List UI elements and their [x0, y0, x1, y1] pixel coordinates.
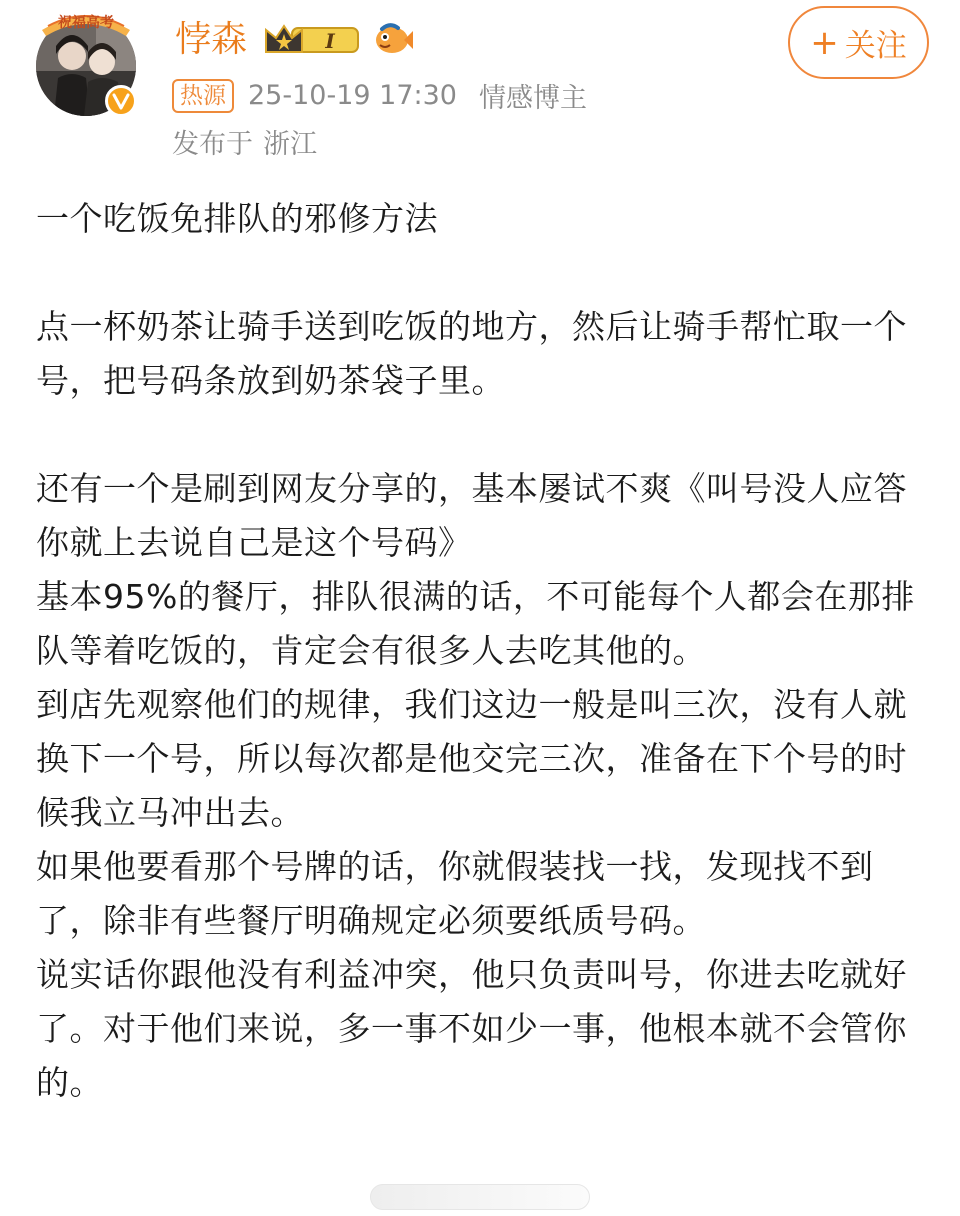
- post-paragraph: 如果他要看那个号牌的话，你就假装找一找，发现找不到了，除非有些餐厅明确规定必须要纸质号码。: [36, 847, 874, 940]
- post-location: 浙江: [263, 128, 317, 160]
- author-role: 情感博主: [478, 82, 587, 114]
- follow-button[interactable]: [788, 6, 929, 79]
- post-location-row: [172, 120, 317, 162]
- fish-icon[interactable]: [372, 20, 414, 58]
- post-paragraph: 到店先观察他们的规律，我们这边一般是叫三次，没有人就换下一个号，所以每次都是他交完三次，准备在下个号的时候我立马冲出去。: [36, 685, 907, 832]
- plus-icon: +: [810, 22, 839, 63]
- post-timestamp: 25-10-19 17:30: [248, 79, 457, 111]
- follow-button-label: 关注: [844, 28, 907, 64]
- loading-indicator: [370, 1184, 590, 1210]
- author-name[interactable]: 悖森: [175, 19, 248, 60]
- post-content: [36, 192, 936, 1110]
- vip-level-text: I: [325, 29, 335, 53]
- post-paragraph: 说实话你跟他没有利益冲突，他只负责叫号，你进去吃就好了。对于他们来说，多一事不如少一事，他根本就不会管你的。: [36, 955, 907, 1102]
- post-paragraph: 还有一个是刷到网友分享的，基本屡试不爽《叫号没人应答你就上去说自己是这个号码》: [36, 469, 907, 562]
- post-title: 一个吃饭免排队的邪修方法: [36, 199, 438, 238]
- verified-icon: [105, 85, 137, 117]
- avatar-frame-banner: [38, 6, 134, 36]
- vip-crown-badge[interactable]: [262, 22, 362, 56]
- hot-source-tag[interactable]: 热源: [172, 79, 234, 113]
- paragraph-gap: [36, 408, 936, 462]
- location-prefix: 发布于: [172, 128, 253, 160]
- post-paragraph: 点一杯奶茶让骑手送到吃饭的地方，然后让骑手帮忙取一个号，把号码条放到奶茶袋子里。: [36, 307, 907, 400]
- post-meta-row: [172, 75, 587, 115]
- paragraph-gap: [36, 246, 936, 300]
- post-paragraph: 基本95%的餐厅，排队很满的话，不可能每个人都会在那排队等着吃饭的，肯定会有很多人去吃其他的。: [36, 577, 915, 670]
- avatar-frame-text: 祝福高考: [58, 15, 114, 31]
